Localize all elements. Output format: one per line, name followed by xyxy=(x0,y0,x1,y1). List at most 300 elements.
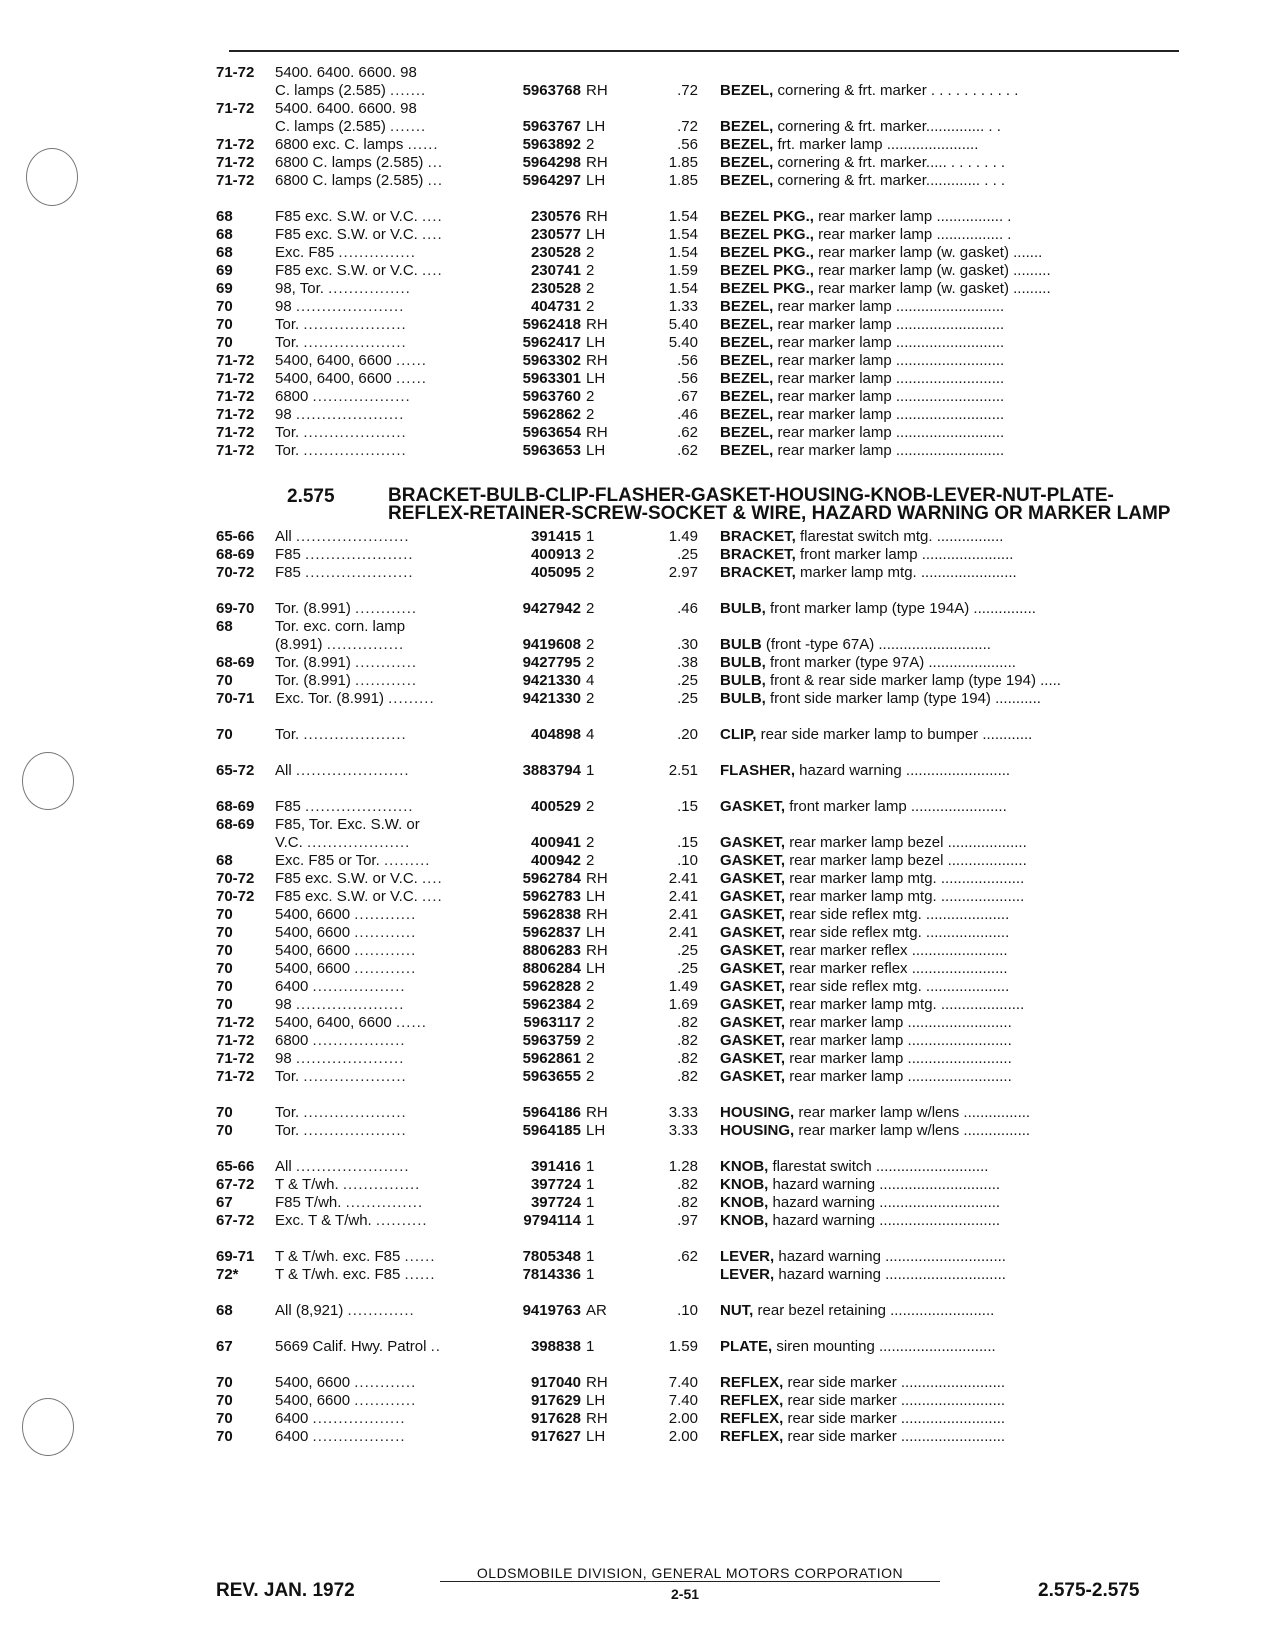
year-cell: 70 xyxy=(216,996,233,1013)
description-keyword: PLATE, xyxy=(720,1338,773,1355)
model-leader-dots: ............ xyxy=(355,600,418,617)
model-text: 5400. 6400. 6600. 98 xyxy=(275,100,417,117)
model-text: Tor. (8.991) xyxy=(275,600,351,617)
model-text: Tor. xyxy=(275,316,300,333)
year-cell: 70 xyxy=(216,924,233,941)
parts-row xyxy=(216,63,1196,82)
description-keyword: HOUSING, xyxy=(720,1104,795,1121)
part-number-cell: 5964298 xyxy=(522,154,581,171)
model-cell xyxy=(275,887,495,906)
description-keyword: GASKET, xyxy=(720,870,786,887)
model-leader-dots: ..................... xyxy=(295,1050,405,1067)
description-keyword: GASKET, xyxy=(720,1050,786,1067)
model-cell xyxy=(275,725,495,744)
description-text: hazard warning ............................. xyxy=(772,1194,1001,1211)
year-cell: 70 xyxy=(216,906,233,923)
part-number-cell: 5962418 xyxy=(522,316,581,333)
price-cell: 1.54 xyxy=(668,226,698,243)
parts-row xyxy=(216,81,1196,100)
model-text: 6400 xyxy=(275,1428,309,1445)
price-cell: 2.00 xyxy=(668,1410,698,1427)
description-cell xyxy=(720,369,1190,388)
description-cell xyxy=(720,887,1190,906)
description-text: rear side marker ......................... xyxy=(787,1374,1006,1391)
description-cell xyxy=(720,1067,1190,1086)
description-cell xyxy=(720,351,1190,370)
model-cell xyxy=(275,1103,495,1122)
price-cell: .25 xyxy=(677,690,698,707)
model-leader-dots: ...... xyxy=(395,1014,427,1031)
description-keyword: REFLEX, xyxy=(720,1392,784,1409)
description-cell xyxy=(720,869,1190,888)
model-leader-dots: ..................... xyxy=(295,406,405,423)
part-number-cell: 7814336 xyxy=(522,1266,581,1283)
parts-row xyxy=(216,995,1196,1014)
year-cell: 71-72 xyxy=(216,406,255,423)
model-text: 6800 C. lamps (2.585) xyxy=(275,154,424,171)
part-number-cell: 397724 xyxy=(530,1176,581,1193)
quantity-cell: RH xyxy=(586,906,608,923)
parts-row xyxy=(216,261,1196,280)
model-cell xyxy=(275,1121,495,1140)
year-cell: 71-72 xyxy=(216,154,255,171)
quantity-cell: LH xyxy=(586,172,606,189)
model-cell xyxy=(275,81,495,100)
year-cell: 71-72 xyxy=(216,442,255,459)
description-text: (front -type 67A) ........................... xyxy=(765,636,991,653)
part-number-cell: 230741 xyxy=(530,262,581,279)
model-cell xyxy=(275,851,495,870)
year-cell: 71-72 xyxy=(216,100,255,117)
part-number-cell: 9427942 xyxy=(522,600,581,617)
part-number-cell: 404731 xyxy=(530,298,581,315)
description-text: flarestat switch ........................... xyxy=(772,1158,989,1175)
description-text: cornering & frt. marker............. . . . xyxy=(777,172,1006,189)
year-cell: 69 xyxy=(216,262,233,279)
description-cell xyxy=(720,761,1190,780)
year-cell: 71-72 xyxy=(216,1068,255,1085)
model-text: Exc. F85 or Tor. xyxy=(275,852,380,869)
price-cell: .62 xyxy=(677,1248,698,1265)
parts-row xyxy=(216,225,1196,244)
model-text: T & T/wh. exc. F85 xyxy=(275,1266,401,1283)
price-cell: 2.00 xyxy=(668,1428,698,1445)
price-cell: .56 xyxy=(677,136,698,153)
quantity-cell: LH xyxy=(586,118,606,135)
year-cell: 70 xyxy=(216,1392,233,1409)
description-cell xyxy=(720,315,1190,334)
description-cell xyxy=(720,671,1190,690)
description-text: rear marker lamp .......................... xyxy=(777,442,1005,459)
parts-row xyxy=(216,99,1196,118)
model-leader-dots: .................... xyxy=(303,334,407,351)
model-text: 5400, 6600 xyxy=(275,906,351,923)
description-cell xyxy=(720,423,1190,442)
quantity-cell: 4 xyxy=(586,672,595,689)
description-cell xyxy=(720,1175,1190,1194)
description-keyword: GASKET, xyxy=(720,978,786,995)
part-number-cell: 5963892 xyxy=(522,136,581,153)
price-cell: 2.51 xyxy=(668,762,698,779)
year-cell: 71-72 xyxy=(216,352,255,369)
model-leader-dots: .... xyxy=(422,888,443,905)
price-cell: .15 xyxy=(677,834,698,851)
price-cell: .25 xyxy=(677,672,698,689)
description-cell xyxy=(720,297,1190,316)
model-cell xyxy=(275,833,495,852)
description-text: cornering & frt. marker . . . . . . . . . . . xyxy=(777,82,1019,99)
price-cell: 7.40 xyxy=(668,1374,698,1391)
model-cell xyxy=(275,599,495,618)
parts-row xyxy=(216,833,1196,852)
model-text: Tor. xyxy=(275,442,300,459)
model-leader-dots: ............ xyxy=(354,1392,417,1409)
model-leader-dots: ............ xyxy=(354,1374,417,1391)
parts-row xyxy=(216,423,1196,442)
footer-corporation: OLDSMOBILE DIVISION, GENERAL MOTORS CORPORATION xyxy=(440,1565,940,1582)
parts-row xyxy=(216,333,1196,352)
binder-hole-lower xyxy=(22,1398,74,1456)
year-cell: 67 xyxy=(216,1194,233,1211)
quantity-cell: LH xyxy=(586,1392,606,1409)
part-number-cell: 9427795 xyxy=(522,654,581,671)
description-text: rear marker lamp (w. gasket) ....... xyxy=(818,244,1043,261)
model-cell xyxy=(275,1265,495,1284)
model-leader-dots: .................... xyxy=(303,726,407,743)
quantity-cell: RH xyxy=(586,316,608,333)
model-leader-dots: ....... xyxy=(390,82,427,99)
model-leader-dots: ....... xyxy=(390,118,427,135)
parts-row xyxy=(216,959,1196,978)
quantity-cell: RH xyxy=(586,942,608,959)
part-number-cell: 3883794 xyxy=(522,762,581,779)
year-cell: 68-69 xyxy=(216,546,255,563)
model-cell xyxy=(275,635,495,654)
year-cell: 71-72 xyxy=(216,1032,255,1049)
description-cell xyxy=(720,1337,1190,1356)
model-leader-dots: ......... xyxy=(388,690,435,707)
part-number-cell: 5962837 xyxy=(522,924,581,941)
model-text: Exc. T & T/wh. xyxy=(275,1212,372,1229)
model-leader-dots: .................... xyxy=(303,1104,407,1121)
description-keyword: BEZEL, xyxy=(720,172,774,189)
model-leader-dots: ............ xyxy=(354,906,417,923)
part-number-cell: 917628 xyxy=(530,1410,581,1427)
year-cell: 71-72 xyxy=(216,172,255,189)
description-keyword: BULB, xyxy=(720,672,766,689)
model-text: 5400. 6400. 6600. 98 xyxy=(275,64,417,81)
year-cell: 70 xyxy=(216,1122,233,1139)
quantity-cell: LH xyxy=(586,888,606,905)
model-leader-dots: .................. xyxy=(312,1428,406,1445)
quantity-cell: RH xyxy=(586,870,608,887)
model-text: C. lamps (2.585) xyxy=(275,118,386,135)
year-cell: 71-72 xyxy=(216,388,255,405)
part-number-cell: 5963301 xyxy=(522,370,581,387)
quantity-cell: 2 xyxy=(586,798,595,815)
part-number-cell: 5963653 xyxy=(522,442,581,459)
description-text: rear marker lamp .......................... xyxy=(777,334,1005,351)
description-cell xyxy=(720,1157,1190,1176)
model-cell xyxy=(275,351,495,370)
model-cell xyxy=(275,171,495,190)
model-text: Tor. xyxy=(275,1104,300,1121)
description-text: front marker lamp ....................... xyxy=(789,798,1007,815)
model-cell xyxy=(275,297,495,316)
model-leader-dots: ............ xyxy=(354,960,417,977)
parts-row xyxy=(216,941,1196,960)
model-cell xyxy=(275,617,495,636)
price-cell: .56 xyxy=(677,370,698,387)
model-text: 5400, 6600 xyxy=(275,960,351,977)
price-cell: .10 xyxy=(677,852,698,869)
model-leader-dots: ...................... xyxy=(295,1158,410,1175)
parts-row xyxy=(216,599,1196,618)
description-text: rear marker lamp bezel ................... xyxy=(789,834,1027,851)
part-number-cell: 5963117 xyxy=(523,1014,581,1031)
price-cell: .46 xyxy=(677,406,698,423)
part-number-cell: 5963760 xyxy=(522,388,581,405)
model-text: 6400 xyxy=(275,978,309,995)
model-cell xyxy=(275,333,495,352)
model-text: F85 exc. S.W. or V.C. xyxy=(275,870,418,887)
description-text: rear side marker lamp to bumper ............ xyxy=(760,726,1033,743)
model-leader-dots: ..................... xyxy=(305,546,414,563)
description-text: rear marker lamp (w. gasket) ......... xyxy=(818,262,1051,279)
year-cell: 65-66 xyxy=(216,528,255,545)
model-cell xyxy=(275,117,495,136)
description-keyword: BEZEL PKG., xyxy=(720,208,814,225)
description-cell xyxy=(720,1247,1190,1266)
price-cell: .82 xyxy=(677,1014,698,1031)
model-text: F85 xyxy=(275,798,301,815)
price-cell: .72 xyxy=(677,118,698,135)
parts-row xyxy=(216,1103,1196,1122)
model-leader-dots: .................... xyxy=(303,442,407,459)
part-number-cell: 5962828 xyxy=(522,978,581,995)
model-cell xyxy=(275,405,495,424)
parts-row xyxy=(216,725,1196,744)
model-text: F85 xyxy=(275,564,301,581)
description-keyword: BULB, xyxy=(720,600,766,617)
description-keyword: GASKET, xyxy=(720,852,786,869)
model-text: All xyxy=(275,762,292,779)
description-keyword: BEZEL, xyxy=(720,136,774,153)
part-number-cell: 9421330 xyxy=(522,672,581,689)
model-text: F85, Tor. Exc. S.W. or xyxy=(275,816,420,833)
description-cell xyxy=(720,563,1190,582)
quantity-cell: 2 xyxy=(586,1032,595,1049)
description-cell xyxy=(720,1103,1190,1122)
year-cell: 71-72 xyxy=(216,1014,255,1031)
description-text: hazard warning ............................. xyxy=(778,1266,1006,1283)
model-text: 6800 exc. C. lamps xyxy=(275,136,404,153)
year-cell: 68 xyxy=(216,852,233,869)
parts-row xyxy=(216,545,1196,564)
quantity-cell: 1 xyxy=(586,1158,595,1175)
model-cell xyxy=(275,441,495,460)
quantity-cell: 1 xyxy=(586,762,595,779)
year-cell: 68 xyxy=(216,618,233,635)
model-text: C. lamps (2.585) xyxy=(275,82,386,99)
model-text: 5400, 6400, 6600 xyxy=(275,1014,392,1031)
description-cell xyxy=(720,153,1190,172)
model-text: F85 xyxy=(275,546,301,563)
model-text: All xyxy=(275,1158,292,1175)
description-cell xyxy=(720,1427,1190,1446)
description-text: hazard warning ............................. xyxy=(772,1176,1001,1193)
model-text: 5400, 6400, 6600 xyxy=(275,352,392,369)
quantity-cell: LH xyxy=(586,226,606,243)
price-cell: .25 xyxy=(677,546,698,563)
model-text: 6800 C. lamps (2.585) xyxy=(275,172,424,189)
price-cell: 1.33 xyxy=(668,298,698,315)
quantity-cell: 1 xyxy=(586,1266,595,1283)
description-cell xyxy=(720,527,1190,546)
parts-row xyxy=(216,1193,1196,1212)
model-cell xyxy=(275,797,495,816)
model-cell xyxy=(275,815,495,834)
parts-row xyxy=(216,1049,1196,1068)
description-keyword: GASKET, xyxy=(720,924,786,941)
description-cell xyxy=(720,689,1190,708)
parts-row xyxy=(216,527,1196,546)
description-keyword: BRACKET, xyxy=(720,528,796,545)
price-cell: .82 xyxy=(677,1032,698,1049)
part-number-cell: 5964185 xyxy=(522,1122,581,1139)
model-text: F85 exc. S.W. or V.C. xyxy=(275,888,418,905)
price-cell: 1.85 xyxy=(668,172,698,189)
description-text: rear marker lamp .......................... xyxy=(777,406,1005,423)
model-text: Tor. xyxy=(275,334,300,351)
description-keyword: GASKET, xyxy=(720,834,786,851)
description-keyword: GASKET, xyxy=(720,798,786,815)
parts-row xyxy=(216,689,1196,708)
part-number-cell: 397724 xyxy=(530,1194,581,1211)
year-cell: 67-72 xyxy=(216,1212,255,1229)
model-cell xyxy=(275,279,495,298)
quantity-cell: 1 xyxy=(586,528,595,545)
parts-row xyxy=(216,923,1196,942)
part-number-cell: 917627 xyxy=(530,1428,581,1445)
year-cell: 71-72 xyxy=(216,136,255,153)
model-cell xyxy=(275,1337,495,1356)
model-text: 6800 xyxy=(275,388,309,405)
description-text: marker lamp mtg. ....................... xyxy=(800,564,1017,581)
price-cell: 1.59 xyxy=(668,1338,698,1355)
model-leader-dots: ... xyxy=(427,154,444,171)
quantity-cell: 4 xyxy=(586,726,595,743)
model-text: Tor. exc. corn. lamp xyxy=(275,618,406,635)
model-cell xyxy=(275,261,495,280)
description-cell xyxy=(720,1265,1190,1284)
footer-section-range: 2.575-2.575 xyxy=(1038,1580,1140,1601)
parts-row xyxy=(216,905,1196,924)
description-cell xyxy=(720,1301,1190,1320)
description-keyword: KNOB, xyxy=(720,1194,769,1211)
description-text: siren mounting ............................ xyxy=(776,1338,996,1355)
description-keyword: NUT, xyxy=(720,1302,754,1319)
description-text: rear marker reflex ....................... xyxy=(789,942,1008,959)
model-text: Tor. xyxy=(275,424,300,441)
part-number-cell: 917629 xyxy=(530,1392,581,1409)
description-text: rear marker lamp w/lens ................ xyxy=(798,1104,1031,1121)
parts-row xyxy=(216,617,1196,636)
description-text: front marker lamp ...................... xyxy=(800,546,1014,563)
parts-row xyxy=(216,1391,1196,1410)
model-text: 5400, 6400, 6600 xyxy=(275,370,392,387)
description-keyword: BULB, xyxy=(720,690,766,707)
description-keyword: BULB, xyxy=(720,654,766,671)
model-cell xyxy=(275,527,495,546)
year-cell: 70 xyxy=(216,726,233,743)
model-leader-dots: ...... xyxy=(395,352,427,369)
section-number: 2.575 xyxy=(287,486,335,507)
parts-row xyxy=(216,441,1196,460)
model-cell xyxy=(275,923,495,942)
description-keyword: BEZEL, xyxy=(720,82,774,99)
model-text: Tor. xyxy=(275,1122,300,1139)
quantity-cell: 2 xyxy=(586,600,595,617)
description-cell xyxy=(720,959,1190,978)
description-text: rear marker lamp ................ . xyxy=(818,226,1012,243)
model-text: Tor. (8.991) xyxy=(275,672,351,689)
part-number-cell: 9419608 xyxy=(522,636,581,653)
quantity-cell: RH xyxy=(586,154,608,171)
description-cell xyxy=(720,117,1190,136)
description-keyword: KNOB, xyxy=(720,1176,769,1193)
description-keyword: CLIP, xyxy=(720,726,757,743)
year-cell: 65-72 xyxy=(216,762,255,779)
quantity-cell: 2 xyxy=(586,136,595,153)
price-cell: .62 xyxy=(677,424,698,441)
year-cell: 69 xyxy=(216,280,233,297)
model-cell xyxy=(275,563,495,582)
year-cell: 72* xyxy=(216,1266,239,1283)
part-number-cell: 8806284 xyxy=(522,960,581,977)
model-leader-dots: ...... xyxy=(404,1266,436,1283)
description-text: frt. marker lamp ...................... xyxy=(777,136,979,153)
description-text: rear marker lamp w/lens ................ xyxy=(798,1122,1031,1139)
part-number-cell: 230528 xyxy=(530,280,581,297)
model-leader-dots: ..................... xyxy=(305,564,414,581)
quantity-cell: 2 xyxy=(586,564,595,581)
model-cell xyxy=(275,1157,495,1176)
quantity-cell: 1 xyxy=(586,1248,595,1265)
description-cell xyxy=(720,905,1190,924)
model-text: 98 xyxy=(275,406,292,423)
model-leader-dots: ..................... xyxy=(295,996,405,1013)
model-text: V.C. xyxy=(275,834,303,851)
model-leader-dots: ................... xyxy=(312,388,411,405)
model-text: 5400, 6600 xyxy=(275,942,351,959)
model-cell xyxy=(275,1175,495,1194)
description-keyword: BEZEL, xyxy=(720,154,774,171)
model-leader-dots: ............ xyxy=(354,942,417,959)
description-keyword: HOUSING, xyxy=(720,1122,795,1139)
year-cell: 71-72 xyxy=(216,370,255,387)
price-cell: 2.41 xyxy=(668,870,698,887)
description-cell xyxy=(720,207,1190,226)
quantity-cell: RH xyxy=(586,1410,608,1427)
parts-row xyxy=(216,761,1196,780)
parts-row xyxy=(216,207,1196,226)
description-keyword: KNOB, xyxy=(720,1212,769,1229)
model-text: 98 xyxy=(275,996,292,1013)
model-text: T & T/wh. xyxy=(275,1176,339,1193)
model-cell xyxy=(275,153,495,172)
model-leader-dots: ......... xyxy=(383,852,431,869)
